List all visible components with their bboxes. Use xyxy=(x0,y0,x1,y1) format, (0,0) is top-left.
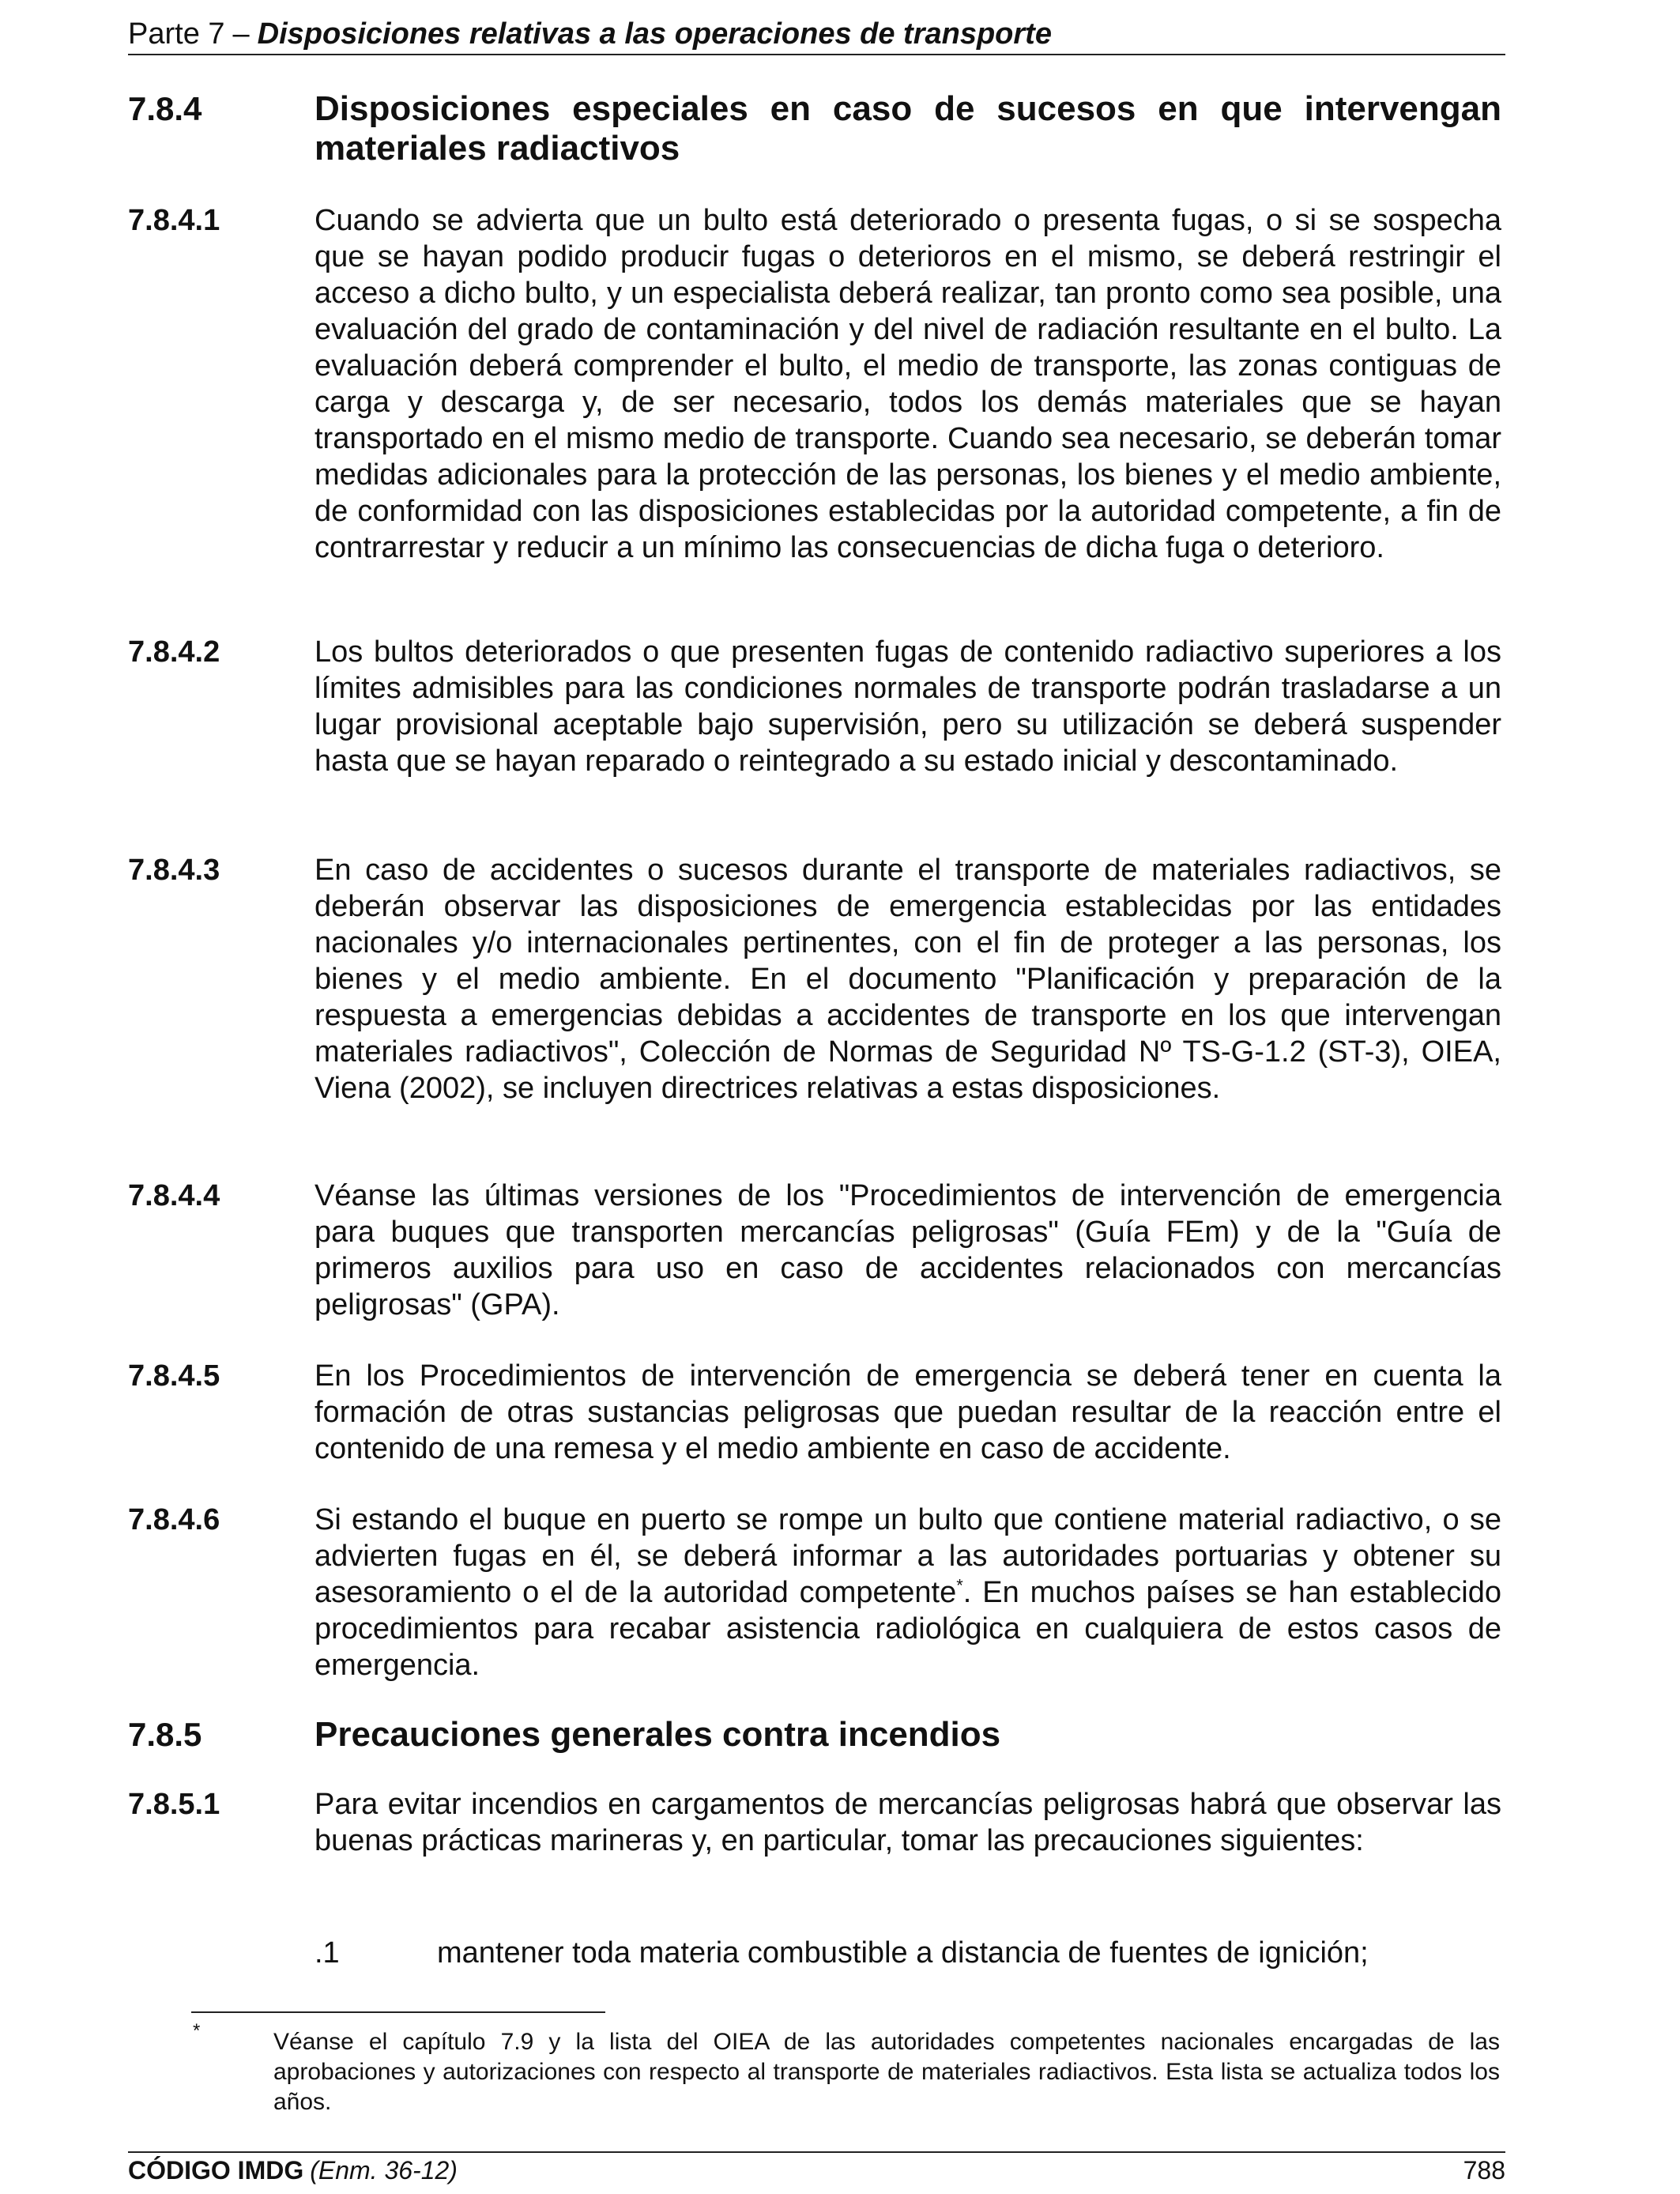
section-number: 7.8.5 xyxy=(128,1716,202,1753)
section-7-8-4-4 xyxy=(128,1178,1505,1323)
section-number: 7.8.4.1 xyxy=(128,204,220,237)
section-text-part-b: . En muchos países se han establecido procedimientos para recabar asistencia radiológica en cualquiera de estos casos de emergencia. xyxy=(315,1576,1501,1682)
page-header xyxy=(128,14,1505,55)
list-item xyxy=(315,1935,1369,1971)
section-7-8-5 xyxy=(128,1715,1505,1755)
section-text: Los bultos deteriorados o que presenten fugas de contenido radiactivo superiores a los límites admisibles para las condiciones normales de transporte podrán trasladarse a un lugar provisional aceptable bajo supervisión, pero su utilización se deberá suspender hasta que se hayan reparado o reintegrado a su estado inicial y descontaminado. xyxy=(315,635,1501,778)
section-text: En caso de accidentes o sucesos durante el transporte de materiales radiactivos, se deberán observar las disposiciones de emergencia establecidas por las entidades nacionales y/o internacionales pertinentes, con el fin de proteger a las personas, los bienes y el medio ambiente. En el documento "Planificación y preparación de la respuesta a emergencias debidas a accidentes de transporte en los que intervengan materiales radiactivos", Colección de Normas de Seguridad Nº TS-G-1.2 (ST-3), OIEA, Viena (2002), se incluyen directrices relativas a estas disposiciones. xyxy=(315,854,1501,1105)
section-text xyxy=(315,1502,1501,1683)
header-separator: – xyxy=(232,17,250,51)
page-footer xyxy=(128,2151,1505,2191)
section-heading: Disposiciones especiales en caso de sucesos en que intervengan materiales radiactivos xyxy=(315,89,1501,168)
section-number: 7.8.4 xyxy=(128,90,202,127)
list-item-text: mantener toda materia combustible a distancia de fuentes de ignición; xyxy=(437,1936,1369,1970)
section-number: 7.8.4.5 xyxy=(128,1359,220,1393)
page-number: 788 xyxy=(1463,2156,1505,2185)
footnote-text: Véanse el capítulo 7.9 y la lista del OIEA de las autoridades competentes nacionales encargadas de las aprobaciones y autorizaciones con respecto al transporte de materiales radiactivos. Esta lista se actualiza todos los años. xyxy=(273,2029,1500,2115)
section-7-8-5-1 xyxy=(128,1786,1505,1859)
list-item-number: .1 xyxy=(315,1936,340,1970)
footer-code: CÓDIGO IMDG xyxy=(128,2156,304,2185)
section-7-8-4-6 xyxy=(128,1502,1505,1683)
section-heading: Precauciones generales contra incendios xyxy=(315,1715,1001,1754)
section-number: 7.8.5.1 xyxy=(128,1788,220,1821)
section-number: 7.8.4.3 xyxy=(128,854,220,887)
section-number: 7.8.4.4 xyxy=(128,1179,220,1212)
section-text: Cuando se advierta que un bulto está deteriorado o presenta fugas, o si se sospecha que se hayan podido producir fugas o deterioros en el mismo, se deberá restringir el acceso a dicho bulto, y un especialista deberá realizar, tan pronto como sea posible, una evaluación del grado de contaminación y del nivel de radiación resultante en el bulto. La evaluación deberá comprender el bulto, el medio de transporte, las zonas contiguas de carga y descarga y, de ser necesario, todos los demás materiales que se hayan transportado en el mismo medio de transporte. Cuando sea necesario, se deberán tomar medidas adicionales para la protección de las personas, los bienes y el medio ambiente, de conformidad con las disposiciones establecidas por la autoridad competente, a fin de contrarrestar y reducir a un mínimo las consecuencias de dicha fuga o deterioro. xyxy=(315,204,1501,564)
section-text: En los Procedimientos de intervención de emergencia se deberá tener en cuenta la formación de otras sustancias peligrosas que puedan resultar de la reacción entre el contenido de una remesa y el medio ambiente en caso de accidente. xyxy=(315,1359,1501,1465)
section-number: 7.8.4.6 xyxy=(128,1503,220,1536)
footnote-reference: * xyxy=(956,1575,963,1596)
footer-amendment: (Enm. 36-12) xyxy=(310,2156,458,2185)
section-7-8-4-3 xyxy=(128,852,1505,1106)
section-7-8-4-1 xyxy=(128,202,1505,566)
section-7-8-4-2 xyxy=(128,634,1505,779)
section-text: Véanse las últimas versiones de los "Procedimientos de intervención de emergencia para buques que transporten mercancías peligrosas" (Guía FEm) y de la "Guía de primeros auxilios para uso en caso de accidentes relacionados con mercancías peligrosas" (GPA). xyxy=(315,1179,1501,1321)
section-number: 7.8.4.2 xyxy=(128,635,220,669)
header-title: Disposiciones relativas a las operaciones de transporte xyxy=(257,17,1052,51)
section-text: Para evitar incendios en cargamentos de mercancías peligrosas habrá que observar las buenas prácticas marineras y, en particular, tomar las precauciones siguientes: xyxy=(315,1788,1501,1857)
section-7-8-4 xyxy=(128,89,1505,168)
footnote-divider xyxy=(191,2011,605,2013)
footnote-mark: * xyxy=(193,2020,201,2041)
section-7-8-4-5 xyxy=(128,1358,1505,1467)
section-text-part-a: Si estando el buque en puerto se rompe un bulto que contiene material radiactivo, o se advierten fugas en él, se deberá informar a las autoridades portuarias y obtener su asesoramiento o el de la autoridad competente xyxy=(315,1503,1501,1609)
header-part: Parte 7 xyxy=(128,17,225,51)
